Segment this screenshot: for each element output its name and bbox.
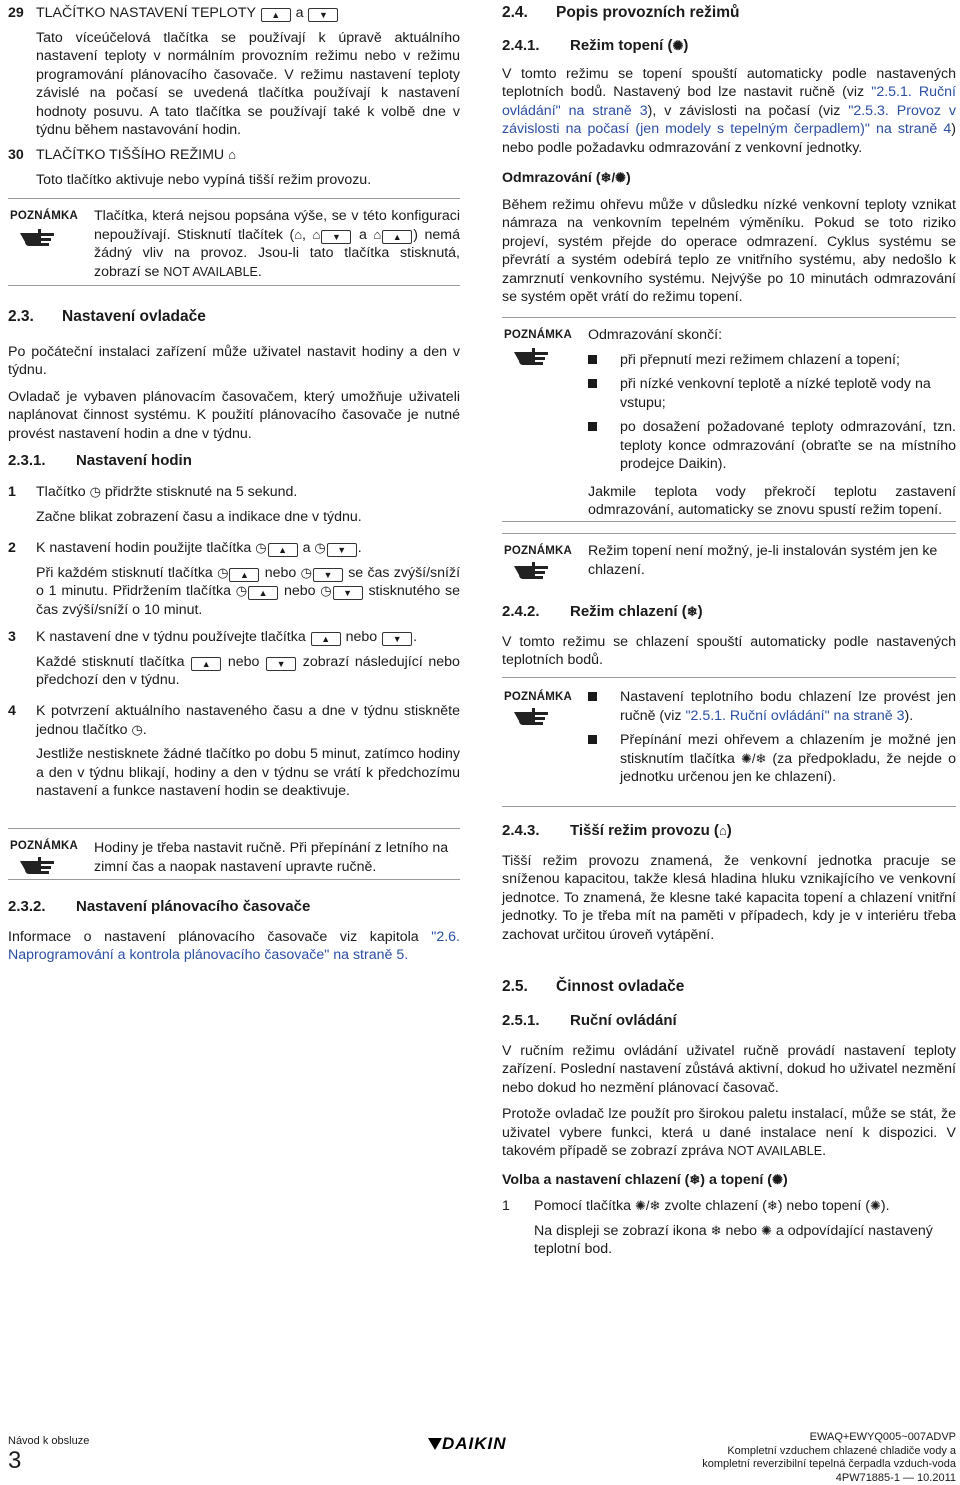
sun-heating-icon: ✺ (761, 1222, 772, 1238)
item-number: 29 (8, 5, 24, 21)
quiet-mode-icon: ⌂ (294, 226, 303, 242)
quiet-mode-icon: ⌂ (373, 226, 382, 242)
section-heading: 2.3. Nastavení ovladače (8, 308, 206, 325)
temp-up-key-icon: ▲ (191, 657, 221, 671)
hand-pointer-icon (512, 706, 550, 728)
brand-logo: DAIKIN (442, 1434, 507, 1453)
snowflake-cooling-icon: ❄ (766, 1198, 778, 1213)
defrost-icon: ❄/✺ (600, 170, 626, 185)
note-box (8, 828, 460, 880)
section-heading: 2.5.1. Ruční ovládání (502, 1012, 677, 1029)
paragraph: Ovladač je vybaven plánovacím časovačem, který umožňuje uživateli naplánovat činnost systému. K použití plánovacího časovače je nutné provést nastavení hodin a dne v týdnu. (8, 388, 460, 442)
step-2: 2 K nastavení hodin použijte tlačítka ◷ ▲ a ◷ ▼ . Při každém stisknutí tlačítka ◷ ▲ nebo ◷ ▼ se čas zvýší/sníží o 1 minutu. Přidržením tlačítka ◷ ▲ nebo ◷ ▼ stisknutého se čas zvýší/sníží o 10 minut. (8, 540, 461, 618)
note-box (502, 677, 956, 807)
temp-down-key-icon: ▼ (308, 8, 338, 22)
quiet-mode-icon: ⌂ (312, 226, 321, 242)
brand-triangle-icon (428, 1438, 442, 1450)
clock-icon: ◷ (320, 583, 332, 598)
hand-pointer-icon (512, 560, 550, 582)
clock-icon: ◷ (235, 583, 248, 598)
hand-pointer-icon (512, 346, 550, 368)
note-label: POZNÁMKA (504, 329, 573, 341)
section-2-3 (8, 308, 460, 443)
note-label: POZNÁMKA (10, 840, 79, 852)
clock-icon: ◷ (314, 540, 326, 555)
up-key-icon: ▲ (229, 568, 259, 582)
cross-reference-link[interactable]: "2.5.1. Ruční ovládání" na straně 3 (502, 84, 956, 119)
step-4: 4 K potvrzení aktuálního nastaveného času a dne v týdnu stiskněte jednou tlačítko ◷. Jestliže nestisknete žádné tlačítko po dobu 5 minut, zatímco hodiny a den v týdnu blikají, hodiny a den v týdnu se vrátí k předchozímu nastavení a funkce nastavení hodin se deaktivuje. (8, 703, 460, 799)
sun-heating-icon: ✺ (772, 1171, 783, 1187)
step-1: 1 Pomocí tlačítka ✺/❄ zvolte chlazení (❄) nebo topení (✺). Na displeji se zobrazí ikona ❄ nebo ✺ a odpovídající nastavený teplotní bod. (502, 1198, 933, 1257)
up-key-icon: ▲ (268, 543, 298, 557)
item-title: TLAČÍTKO TIŠŠÍHO REŽIMU ⌂ (36, 147, 236, 163)
subheading: Volba a nastavení chlazení (❄) a topení (✺) (502, 1171, 788, 1188)
item-number: 30 (8, 147, 24, 163)
cross-reference-link[interactable]: "2.5.1. Ruční ovládání" na straně 3 (685, 707, 905, 724)
step-1: 1 Tlačítko ◷ přidržte stisknuté na 5 sekund. Začne blikat zobrazení času a indikace dne v týdnu. (8, 484, 362, 525)
heat-cool-toggle-icon: ✺/❄ (740, 750, 767, 766)
down-key-icon: ▼ (313, 568, 343, 582)
item-29 (8, 4, 460, 140)
clock-icon: ◷ (300, 564, 312, 580)
paragraph: V tomto režimu se chlazení spouští automaticky podle nastavených teplotních bodů. (502, 633, 956, 668)
clock-icon: ◷ (255, 540, 267, 555)
paragraph: V ručním režimu ovládání uživatel ručně provádí nastavení teploty zařízení. Poslední nastavení zůstává aktivní, dokud ho uživatel nezmění nebo dokud ho nezmění plánovací časovač. (502, 1042, 956, 1096)
section-heading: 2.4.3. Tišší režim provozu (⌂) (502, 822, 732, 839)
page-number: 3 (8, 1447, 22, 1474)
temp-up-key-icon: ▲ (261, 8, 291, 22)
page-footer (0, 1425, 960, 1485)
section-2-5-1 (502, 1012, 956, 1189)
note-label: POZNÁMKA (10, 210, 79, 222)
clock-icon: ◷ (89, 484, 101, 499)
list-item: při přepnutí mezi režimem chlazení a topení; (588, 351, 956, 370)
down-key-icon: ▼ (327, 543, 357, 557)
snowflake-cooling-icon: ❄ (686, 604, 698, 619)
section-heading: 2.4. Popis provozních režimů (502, 4, 740, 21)
hand-pointer-icon (18, 855, 56, 877)
paragraph: Informace o nastavení plánovacího časovače viz kapitola "2.6. Naprogramování a kontrola plánovacího časovače" na straně 5. (8, 928, 460, 963)
note-text (588, 688, 956, 787)
section-2-4-2 (502, 603, 956, 670)
section-heading: 2.5. Činnost ovladače (502, 978, 685, 995)
clock-icon: ◷ (217, 564, 229, 580)
item-title: TLAČÍTKO NASTAVENÍ TEPLOTY ▲ a ▼ (36, 4, 460, 23)
down-key-icon: ▼ (333, 586, 363, 600)
sun-heating-icon: ✺ (870, 1198, 881, 1213)
temp-down-key-icon: ▼ (266, 657, 296, 671)
note-label: POZNÁMKA (504, 545, 573, 557)
paragraph: Po počáteční instalaci zařízení může uživatel nastavit hodiny a den v týdnu. (8, 343, 460, 378)
list-item: Přepínání mezi ohřevem a chlazením je možné jen stisknutím tlačítka ✺/❄ (za předpokladu, že nejde o jednotku určenou jen ke chlazení). (588, 731, 956, 787)
note-text: Režim topení není možný, je-li instalován systém jen ke chlazení. (588, 543, 938, 578)
note-text: Tlačítka, která nejsou popsána výše, se v této konfiguraci nepoužívají. Stisknutí tlačítek (⌂, ⌂ ▼ a ⌂ ▲ ) nemá žádný vliv na provoz. Jsou-li tato tlačítka stisknutá, zobrazí se NOT AVAILABLE. (94, 208, 460, 280)
cross-reference-link[interactable]: "2.5.3. Provoz v závislosti na počasí (jen modely s tepelným čerpadlem)" na straně 4 (502, 102, 956, 137)
note-text: Hodiny je třeba nastavit ručně. Při přepínání z letního na zimní čas a naopak nastavení upravte ručně. (94, 840, 449, 875)
heat-cool-toggle-icon: ✺/❄ (634, 1198, 661, 1213)
list-item: Nastavení teplotního bodu chlazení lze provést jen ručně (viz "2.5.1. Ruční ovládání" na straně 3). (588, 688, 956, 725)
note-label: POZNÁMKA (504, 691, 573, 703)
item-30 (8, 146, 460, 189)
quiet-mode-icon: ⌂ (718, 823, 727, 838)
subheading: Odmrazování (❄/✺) (502, 170, 631, 186)
temp-up-key-icon: ▲ (311, 632, 341, 646)
temp-up-key-icon: ▲ (382, 230, 412, 244)
section-2-5 (502, 978, 956, 997)
hand-pointer-icon (18, 227, 56, 249)
item-text: Tato víceúčelová tlačítka se používají k úpravě aktuálního nastavení teploty v normálním provozním režimu nebo v režimu programování plánovacího časovače. V režimu nastavení teploty závislé na počasí se uvedená tlačítka používají k nastavení hodnoty posuvu. A tato tlačítka se používají také k volbě dne v týdnu během nastavování hodin. (36, 29, 460, 138)
product-description: kompletní reverzibilní tepelná čerpadla vzduch-voda (702, 1458, 956, 1470)
section-heading: 2.4.1. Režim topení (✺) (502, 37, 689, 54)
product-description: Kompletní vzduchem chlazené chladiče vody a (727, 1444, 956, 1457)
section-2-3-2 (8, 898, 460, 965)
temp-down-key-icon: ▼ (321, 230, 351, 244)
footer-info (702, 1431, 956, 1485)
section-heading: 2.3.2. Nastavení plánovacího časovače (8, 898, 311, 915)
cross-reference-link[interactable]: "2.6. Naprogramování a kontrola plánovacího časovače" na straně 5. (8, 928, 460, 963)
section-heading: 2.3.1. Nastavení hodin (8, 452, 192, 469)
note-box (8, 198, 460, 286)
up-key-icon: ▲ (248, 586, 278, 600)
item-text: Toto tlačítko aktivuje nebo vypíná tišší režim provozu. (36, 171, 372, 188)
clock-icon: ◷ (131, 721, 143, 737)
model-code: EWAQ+EWYQ005~007ADVP (809, 1431, 956, 1443)
section-2-4-3 (502, 822, 956, 944)
sun-heating-icon: ✺ (672, 38, 684, 53)
manual-label: Návod k obsluze (8, 1435, 90, 1447)
document-code: 4PW71885-1 — 10.2011 (835, 1471, 956, 1484)
section-2-3-1 (8, 452, 460, 471)
section-2-4-1 (502, 37, 956, 307)
paragraph: Tišší režim provozu znamená, že venkovní jednotka pracuje se sníženou kapacitou, takže klesá hladina hluku vznikajícího ve venkovní jednotce. To znamená, že klesne také kapacita topení a chlazení vnitřní jednotky. To je třeba mít na paměti v případech, kdy je v interiéru třeba zachovat určitou úroveň vytápění. (502, 852, 956, 943)
section-heading: 2.4.2. Režim chlazení (❄) (502, 603, 703, 620)
note-box (502, 317, 956, 522)
note-box (502, 533, 956, 584)
step-3: 3 K nastavení dne v týdnu používejte tlačítka ▲ nebo ▼ . Každé stisknutí tlačítka ▲ nebo ▼ zobrazí následující nebo předchozí den v týdnu. (8, 629, 460, 688)
paragraph: V tomto režimu se topení spouští automaticky podle nastavených teplotních bodů. Nastavený bod lze nastavit ručně (viz "2.5.1. Ruční ovládání" na straně 3), v závislosti na počasí (viz "2.5.3. Provoz v závislosti na počasí (jen modely s tepelným čerpadlem)" na straně 4) nebo podle požadavku odmrazování z venkovní jednotky. (502, 65, 956, 156)
paragraph: Protože ovladač lze použít pro širokou paletu instalací, může se stát, že uživatel vybere funkci, která u dané instalace není k dispozici. V takovém případě se zobrazí zpráva NOT AVAILABLE. (502, 1106, 956, 1159)
quiet-mode-icon: ⌂ (228, 147, 236, 162)
list-item: při nízké venkovní teplotě a nízké teplotě vody na vstupu; (588, 375, 956, 412)
paragraph: Během režimu ohřevu může v důsledku nízké venkovní teploty vznikat námraza na venkovním tepelném výměníku. Pokud se toto riziko projeví, systém přejde do operace odmrazení. Cyklus systému se převrátí a systém odebírá teplo ze vnitřního systému, aby nedošlo k zamrznutí venkovního systému. Nejvýše po 10 minutách odmrazování se systém opět vrátí do režimu topení. (502, 196, 956, 305)
snowflake-cooling-icon: ❄ (689, 1171, 701, 1187)
list-item: po dosažení požadované teploty odmrazování, tzn. teploty konce odmrazování (obraťte se na místního prodejce Daikin). (588, 418, 956, 474)
note-text: Odmrazování skončí: při přepnutí mezi režimem chlazení a topení; při nízké venkovní teplotě a nízké teplotě vody na vstupu; po dosažení požadované teploty odmrazování, tzn. teploty konce odmrazování (obraťte se na místního prodejce Daikin). Jakmile teplota vody překročí teplotu zastavení odmrazování, automaticky se znovu spustí režim topení. (588, 327, 956, 518)
section-2-4 (502, 4, 956, 23)
snowflake-cooling-icon: ❄ (710, 1222, 722, 1238)
temp-down-key-icon: ▼ (382, 632, 412, 646)
